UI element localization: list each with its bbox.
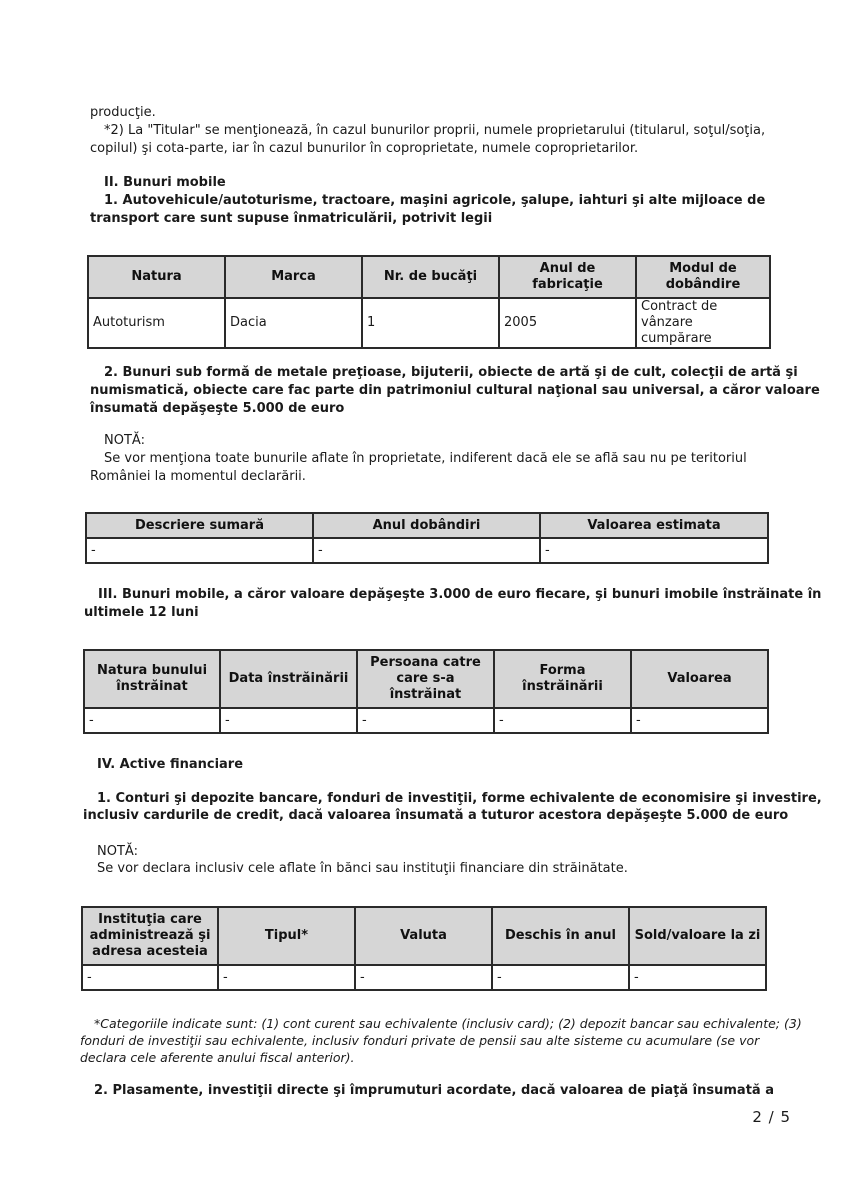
header-marca: Marca: [225, 256, 362, 298]
cell-institutia: -: [82, 965, 218, 990]
nota-line-2: României la momentul declarării.: [90, 469, 306, 484]
header-institutia: Instituţia care administrează şi adresa acesteia: [82, 907, 218, 965]
cell-anul: -: [313, 538, 540, 563]
cell-valoarea: -: [540, 538, 768, 563]
table-row: [82, 965, 766, 990]
header-valuta: Valuta: [355, 907, 492, 965]
section-2-sub2-line1: 2. Bunuri sub formă de metale preţioase, bijuterii, obiecte de artă şi de cult, colecţii de artă şi: [104, 365, 798, 380]
intro-line-3: copilul) şi cota-parte, iar în cazul bunurilor în coproprietate, numele coproprietarilor.: [90, 141, 639, 156]
section-2-sub1-line2: transport care sunt supuse înmatriculării, potrivit legii: [90, 211, 493, 226]
valuables-table: [85, 512, 769, 564]
header-forma-instrainarii: Forma înstrăinării: [494, 650, 631, 708]
section-4-sub1-line1: 1. Conturi şi depozite bancare, fonduri de investiţii, forme echivalente de economisire şi investire,: [97, 791, 822, 806]
cell-sold: -: [629, 965, 766, 990]
cell-forma: -: [494, 708, 631, 733]
cell-descriere: -: [86, 538, 313, 563]
header-descriere: Descriere sumară: [86, 513, 313, 538]
header-valoarea: Valoarea: [631, 650, 768, 708]
cell-natura: Autoturism: [88, 298, 225, 348]
page-number: 2 / 5: [752, 1108, 791, 1126]
header-nr-bucati: Nr. de bucăţi: [362, 256, 499, 298]
header-valoarea-estimata: Valoarea estimata: [540, 513, 768, 538]
section-2-sub1-line1: 1. Autovehicule/autoturisme, tractoare, maşini agricole, şalupe, iahturi şi alte mijloace de: [104, 193, 766, 208]
header-tipul: Tipul*: [218, 907, 355, 965]
footnote-line-1: *Categoriile indicate sunt: (1) cont curent sau echivalente (inclusiv card); (2) depozit bancar sau echivalente; (3): [94, 1016, 802, 1031]
section-4-sub2-line1: 2. Plasamente, investiţii directe şi împrumuturi acordate, dacă valoarea de piaţă însumată a: [94, 1083, 774, 1098]
vehicles-table: [87, 255, 771, 349]
section-3-title-line1: III. Bunuri mobile, a căror valoare depăşeşte 3.000 de euro fiecare, şi bunuri imobile înstrăinate în: [98, 587, 822, 602]
section-3-title-line2: ultimele 12 luni: [84, 605, 199, 620]
cell-tipul: -: [218, 965, 355, 990]
header-anul-fabricatie: Anul de fabricaţie: [499, 256, 636, 298]
cell-anul-fabricatie: 2005: [499, 298, 636, 348]
header-deschis: Deschis în anul: [492, 907, 629, 965]
header-natura-bunului: Natura bunului înstrăinat: [84, 650, 220, 708]
valuables-table-header: [86, 513, 768, 538]
vehicles-table-header: [88, 256, 770, 298]
header-persoana: Persoana catre care s-a înstrăinat: [357, 650, 494, 708]
footnote-line-3: declara cele aferente anului fiscal anterior).: [80, 1050, 355, 1065]
cell-natura-bunului: -: [84, 708, 220, 733]
cell-marca: Dacia: [225, 298, 362, 348]
bank-table-header: [82, 907, 766, 965]
header-anul-dobandiri: Anul dobândiri: [313, 513, 540, 538]
nota-line-1: Se vor menţiona toate bunurile aflate în proprietate, indiferent dacă ele se află sau nu pe teritoriul: [104, 451, 747, 466]
table-row: [88, 298, 770, 348]
section-4-title: IV. Active financiare: [97, 757, 244, 772]
table-row: [84, 708, 768, 733]
cell-deschis: -: [492, 965, 629, 990]
nota-label-2: NOTĂ:: [97, 844, 138, 859]
cell-persoana: -: [357, 708, 494, 733]
cell-modul-dobandire: Contract de vânzare cumpărare: [636, 298, 770, 348]
header-modul-dobandire: Modul de dobândire: [636, 256, 770, 298]
section-2-sub2-line3: însumată depăşeşte 5.000 de euro: [90, 401, 345, 416]
table-row: [86, 538, 768, 563]
header-data-instrainarii: Data înstrăinării: [220, 650, 357, 708]
nota-label: NOTĂ:: [104, 433, 145, 448]
nota-line-3: Se vor declara inclusiv cele aflate în bănci sau instituţii financiare din străinătate.: [97, 861, 628, 876]
header-natura: Natura: [88, 256, 225, 298]
bank-accounts-table: [81, 906, 767, 991]
header-sold: Sold/valoare la zi: [629, 907, 766, 965]
intro-line-1: producţie.: [90, 105, 156, 120]
cell-valuta: -: [355, 965, 492, 990]
cell-valoarea: -: [631, 708, 768, 733]
section-2-title: II. Bunuri mobile: [104, 175, 226, 190]
section-2-sub2-line2: numismatică, obiecte care fac parte din patrimoniul cultural naţional sau universal, a căror valoare: [90, 383, 820, 398]
alienated-goods-table: [83, 649, 769, 734]
section-4-sub1-line2: inclusiv cardurile de credit, dacă valoarea însumată a tuturor acestora depăşeşte 5.000 de euro: [83, 808, 789, 823]
cell-data: -: [220, 708, 357, 733]
intro-line-2: *2) La "Titular" se menţionează, în cazul bunurilor proprii, numele proprietarului (titularul, soţul/soţia,: [104, 123, 766, 138]
footnote-line-2: fonduri de investiţii sau echivalente, inclusiv fonduri private de pensii sau alte sisteme cu acumulare (se vor: [80, 1033, 760, 1048]
cell-nr-bucati: 1: [362, 298, 499, 348]
alienated-table-header: [84, 650, 768, 708]
